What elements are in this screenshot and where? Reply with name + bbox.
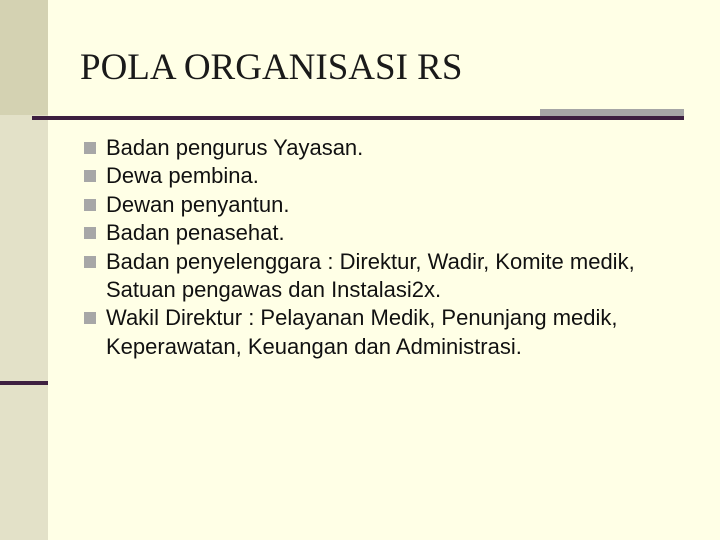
bullet-list xyxy=(84,134,694,361)
square-bullet-icon xyxy=(84,199,96,211)
bullet-text: Wakil Direktur : Pelayanan Medik, Penunjang medik, Keperawatan, Keuangan dan Administrasi. xyxy=(106,305,618,359)
bullet-item xyxy=(84,162,694,190)
bullet-item xyxy=(84,248,694,305)
slide-title: POLA ORGANISASI RS xyxy=(80,47,463,88)
bullet-text: Badan pengurus Yayasan. xyxy=(106,135,364,160)
sidebar-top-band xyxy=(0,0,48,115)
square-bullet-icon xyxy=(84,142,96,154)
square-bullet-icon xyxy=(84,312,96,324)
bullet-text: Badan penasehat. xyxy=(106,220,285,246)
bullet-text: Dewan penyantun. xyxy=(106,191,290,217)
bullet-item xyxy=(84,191,694,219)
square-bullet-icon xyxy=(84,170,96,182)
bullet-item xyxy=(84,219,694,247)
bullet-item xyxy=(84,134,694,162)
square-bullet-icon xyxy=(84,256,96,268)
square-bullet-icon xyxy=(84,227,96,239)
bullet-item xyxy=(84,304,694,361)
sidebar-accent-mark xyxy=(0,381,48,385)
bullet-text: Badan penyelenggara : Direktur, Wadir, Komite medik, Satuan pengawas dan Instalasi2x. xyxy=(106,248,635,303)
title-rule-accent-line xyxy=(540,116,684,120)
bullet-text: Dewa pembina. xyxy=(106,163,259,189)
